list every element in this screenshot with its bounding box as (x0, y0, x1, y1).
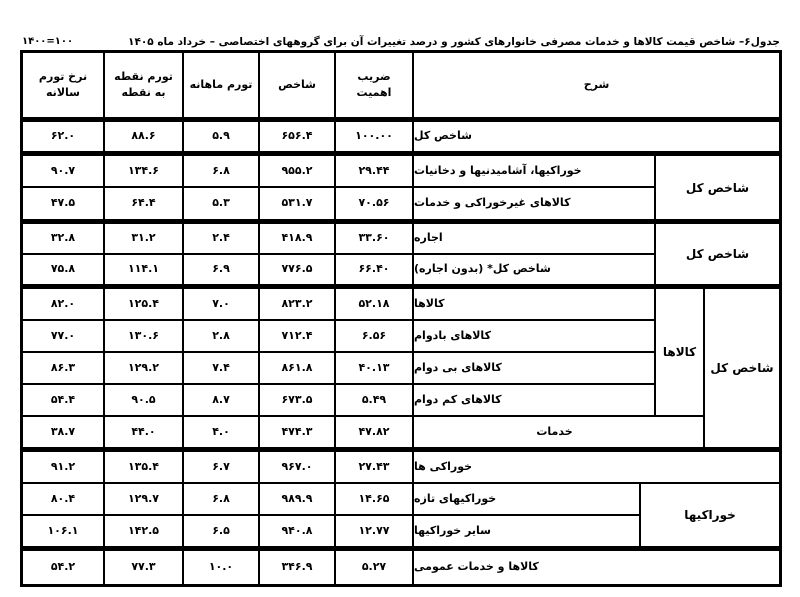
cell-monthly: ۶.۸ (183, 483, 259, 515)
cell-p2p: ۹۰.۵ (104, 384, 183, 416)
cell-monthly: ۶.۹ (183, 254, 259, 285)
cell-index: ۹۸۹.۹ (259, 483, 335, 515)
cell-index: ۹۵۵.۲ (259, 155, 335, 187)
cell-monthly: ۸.۷ (183, 384, 259, 416)
cell-p2p: ۴۴.۰ (104, 416, 183, 448)
cell-weight: ۲۹.۴۴ (335, 155, 413, 187)
cell-p2p: ۸۸.۶ (104, 121, 183, 152)
row-label: کالاهای بی دوام (413, 352, 655, 384)
cell-index: ۹۴۰.۸ (259, 515, 335, 547)
cell-annual: ۸۰.۴ (22, 483, 104, 515)
base-year-note: ۱۴۰۰=۱۰۰ (22, 36, 74, 47)
row-label: کالاها (413, 288, 655, 320)
row-label: کالاهای کم دوام (413, 384, 655, 416)
cell-index: ۷۷۶.۵ (259, 254, 335, 285)
cell-monthly: ۵.۳ (183, 187, 259, 220)
cell-monthly: ۱۰.۰ (183, 550, 259, 585)
cell-annual: ۳۲.۸ (22, 223, 104, 254)
cell-monthly: ۶.۵ (183, 515, 259, 547)
cell-weight: ۲۷.۴۳ (335, 451, 413, 483)
cell-p2p: ۱۴۲.۵ (104, 515, 183, 547)
cell-annual: ۹۱.۲ (22, 451, 104, 483)
cell-monthly: ۲.۸ (183, 320, 259, 352)
cell-index: ۵۳۱.۷ (259, 187, 335, 220)
cell-weight: ۳۳.۶۰ (335, 223, 413, 254)
row-label: کالاها و خدمات عمومی (413, 550, 780, 585)
cell-monthly: ۷.۴ (183, 352, 259, 384)
cell-annual: ۱۰۶.۱ (22, 515, 104, 547)
cell-weight: ۴۰.۱۳ (335, 352, 413, 384)
cell-annual: ۷۵.۸ (22, 254, 104, 285)
cell-p2p: ۱۱۴.۱ (104, 254, 183, 285)
cell-index: ۹۶۷.۰ (259, 451, 335, 483)
cell-index: ۶۵۶.۴ (259, 121, 335, 152)
table-title: جدول۶– شاخص قیمت کالاها و خدمات مصرفی خانوارهای کشور و درصد تغییرات آن برای گروههای اختصاصی – خرداد ماه ۱۴۰۵ (128, 36, 780, 48)
cell-weight: ۶.۵۶ (335, 320, 413, 352)
row-label: خوراکیهای تازه (413, 483, 640, 515)
row-label: اجاره (413, 223, 655, 254)
cell-weight: ۱۰۰.۰۰ (335, 121, 413, 152)
cell-annual: ۴۷.۵ (22, 187, 104, 220)
cell-annual: ۷۷.۰ (22, 320, 104, 352)
row-label: شاخص کل* (بدون اجاره) (413, 254, 655, 285)
cell-p2p: ۱۳۰.۶ (104, 320, 183, 352)
cell-annual: ۵۴.۴ (22, 384, 104, 416)
column-header-monthly-inflation: تورم ماهانه (183, 52, 259, 118)
cell-monthly: ۷.۰ (183, 288, 259, 320)
cell-p2p: ۱۲۹.۲ (104, 352, 183, 384)
cell-weight: ۱۴.۶۵ (335, 483, 413, 515)
column-header-index: شاخص (259, 52, 335, 118)
cell-weight: ۷۰.۵۶ (335, 187, 413, 220)
cell-annual: ۸۶.۳ (22, 352, 104, 384)
cell-monthly: ۴.۰ (183, 416, 259, 448)
cell-weight: ۵.۲۷ (335, 550, 413, 585)
cell-weight: ۵.۴۹ (335, 384, 413, 416)
row-label: خوراکیها، آشامیدنیها و دخانیات (413, 155, 655, 187)
cell-weight: ۴۷.۸۲ (335, 416, 413, 448)
cell-monthly: ۶.۷ (183, 451, 259, 483)
cell-annual: ۹۰.۷ (22, 155, 104, 187)
cell-weight: ۱۲.۷۷ (335, 515, 413, 547)
cell-index: ۷۱۲.۴ (259, 320, 335, 352)
cell-p2p: ۱۲۹.۷ (104, 483, 183, 515)
column-header-description: شرح (413, 52, 780, 118)
row-label: خدمات (413, 416, 704, 448)
cell-p2p: ۱۳۵.۴ (104, 451, 183, 483)
cell-index: ۳۴۶.۹ (259, 550, 335, 585)
cell-monthly: ۶.۸ (183, 155, 259, 187)
cell-p2p: ۱۳۴.۶ (104, 155, 183, 187)
column-header-weight: ضریب اهمیت (335, 52, 413, 118)
row-label: کالاهای بادوام (413, 320, 655, 352)
cell-monthly: ۲.۴ (183, 223, 259, 254)
cell-annual: ۳۸.۷ (22, 416, 104, 448)
cell-index: ۴۱۸.۹ (259, 223, 335, 254)
row-label: شاخص کل (413, 121, 780, 152)
row-label: کالاهای غیرخوراکی و خدمات (413, 187, 655, 220)
cell-index: ۶۷۳.۵ (259, 384, 335, 416)
row-label: خوراکی ها (413, 451, 780, 483)
group-label-total-index: شاخص کل (704, 288, 780, 448)
group-label-total-index: شاخص کل (655, 223, 780, 285)
column-header-point-to-point: تورم نقطه به نقطه (104, 52, 183, 118)
cell-annual: ۶۲.۰ (22, 121, 104, 152)
column-header-annual-inflation: نرخ تورم سالانه (22, 52, 104, 118)
cell-annual: ۵۴.۲ (22, 550, 104, 585)
cell-annual: ۸۲.۰ (22, 288, 104, 320)
cell-p2p: ۱۲۵.۴ (104, 288, 183, 320)
group-label-total-index: شاخص کل (655, 155, 780, 220)
cell-weight: ۵۲.۱۸ (335, 288, 413, 320)
cell-p2p: ۷۷.۳ (104, 550, 183, 585)
cell-index: ۴۷۴.۳ (259, 416, 335, 448)
cell-p2p: ۶۴.۴ (104, 187, 183, 220)
row-label: سایر خوراکیها (413, 515, 640, 547)
cell-index: ۸۲۳.۲ (259, 288, 335, 320)
group-label-goods: کالاها (655, 288, 704, 416)
group-label-foods: خوراکیها (640, 483, 780, 547)
cell-monthly: ۵.۹ (183, 121, 259, 152)
cell-weight: ۶۶.۴۰ (335, 254, 413, 285)
cell-p2p: ۳۱.۲ (104, 223, 183, 254)
cell-index: ۸۶۱.۸ (259, 352, 335, 384)
